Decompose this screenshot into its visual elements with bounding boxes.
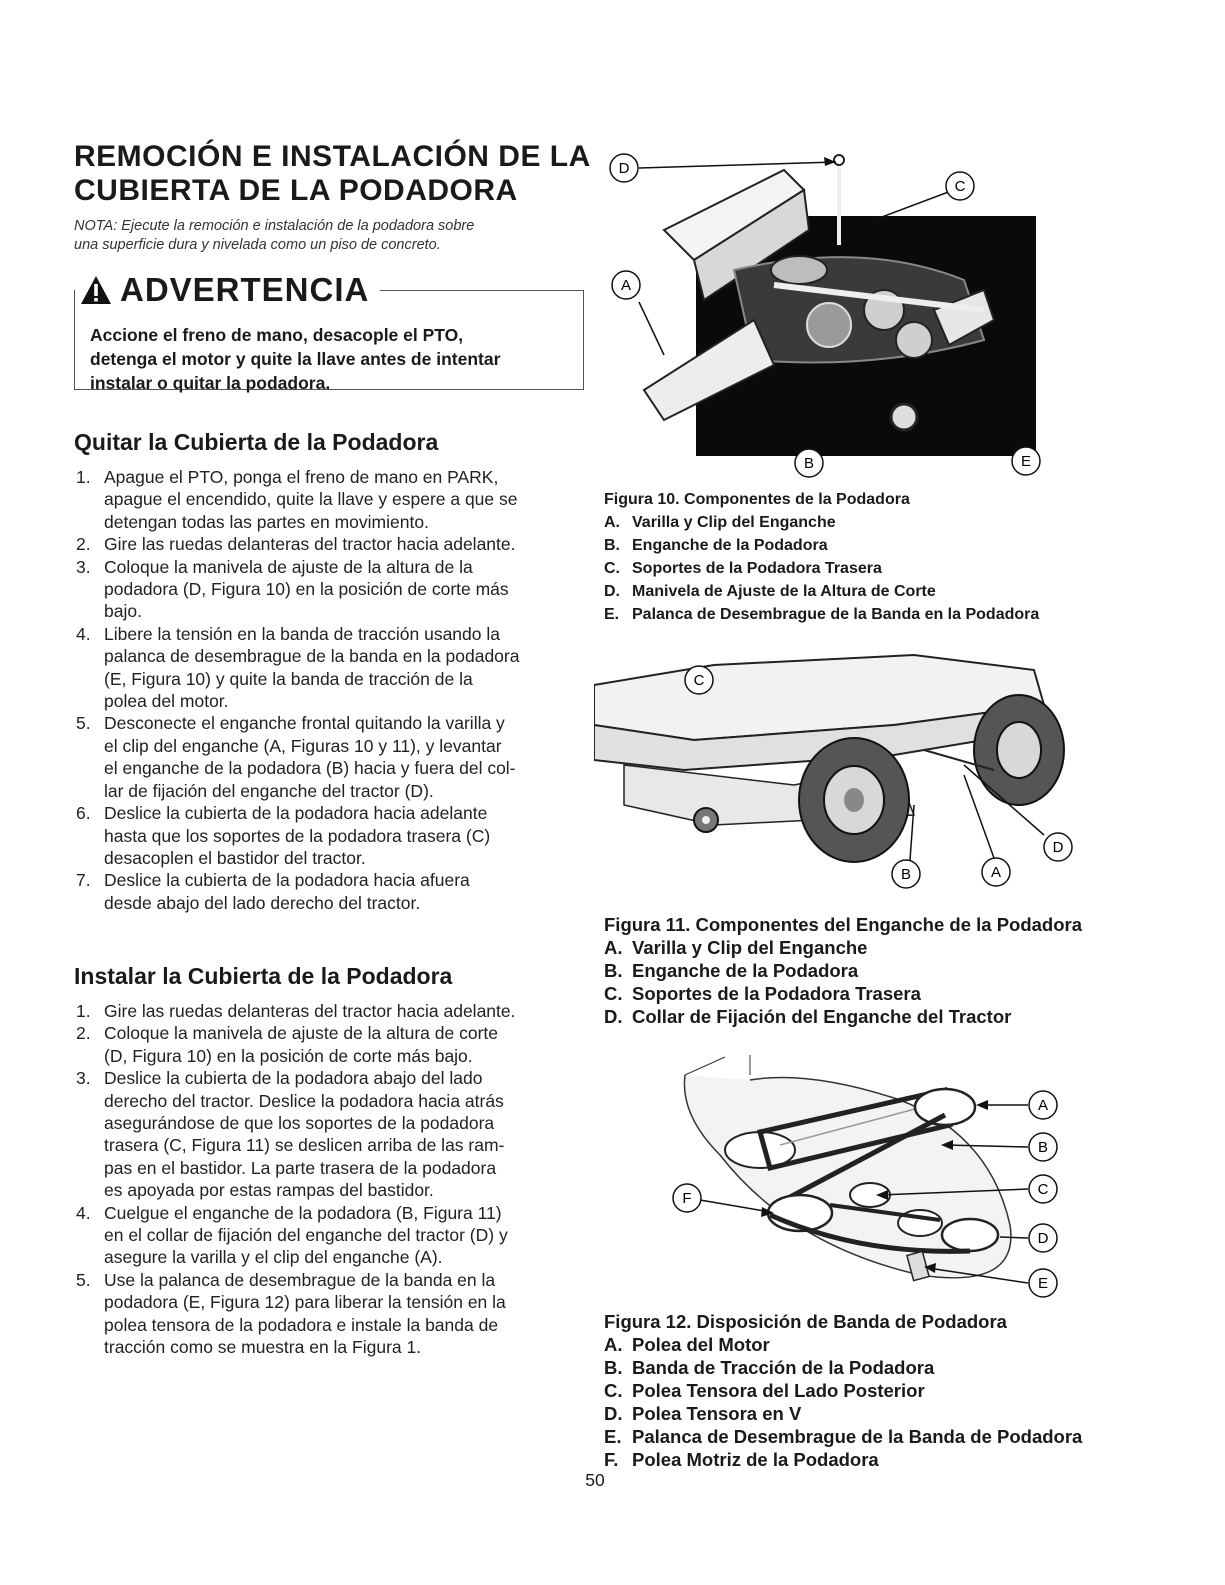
legend-letter: C. — [604, 1380, 623, 1401]
callout-label: C — [693, 672, 705, 689]
step-number: 2. — [76, 534, 91, 555]
step-line: (E, Figura 10) y quite la banda de tracción de la — [104, 668, 473, 689]
step-line: Desconecte el enganche frontal quitando la varilla y — [104, 713, 505, 734]
step-line: Use la palanca de desembrague de la banda en la — [104, 1269, 496, 1290]
legend-letter: B. — [604, 960, 623, 981]
step-item — [74, 1067, 584, 1201]
step-number: 5. — [76, 1269, 91, 1290]
legend-item — [604, 1356, 1204, 1379]
legend-letter: B. — [604, 1357, 623, 1378]
title-line: REMOCIÓN E INSTALACIÓN DE LA — [74, 140, 591, 173]
callout-label: B — [803, 455, 815, 472]
step-line: desacoplen el bastidor del tractor. — [104, 847, 366, 868]
warning-line: detenga el motor y quite la llave antes de intentar — [90, 349, 501, 369]
legend-item — [604, 1005, 1204, 1028]
legend-item — [604, 511, 1204, 534]
legend-letter: E. — [604, 606, 620, 623]
legend-letter: D. — [604, 583, 620, 600]
step-line: derecho del tractor. Deslice la podadora hacia atrás — [104, 1090, 504, 1111]
step-line: Cuelgue el enganche de la podadora (B, Figura 11) — [104, 1202, 502, 1223]
step-item — [74, 466, 584, 533]
step-item — [74, 1269, 584, 1359]
figure-12-caption — [604, 1310, 1204, 1471]
callout-label: D — [618, 160, 630, 177]
step-line: es apoyada por estas rampas del bastidor. — [104, 1180, 434, 1201]
legend-item — [604, 982, 1204, 1005]
callout-label: A — [1037, 1097, 1049, 1114]
legend-item — [604, 1425, 1204, 1448]
step-item — [74, 1022, 584, 1067]
figure-10 — [604, 150, 1054, 485]
step-line: bajo. — [104, 601, 142, 622]
warning-triangle-icon — [80, 275, 112, 305]
step-item — [74, 802, 584, 869]
remove-steps — [74, 466, 584, 914]
legend-letter: A. — [604, 937, 623, 958]
step-line: Deslice la cubierta de la podadora abajo del lado — [104, 1068, 483, 1089]
belt-routing-diagram — [660, 1055, 1080, 1305]
callout-label: E — [1037, 1275, 1049, 1292]
legend-item — [604, 1402, 1204, 1425]
legend-letter: D. — [604, 1403, 623, 1424]
legend-text: Polea Motriz de la Podadora — [632, 1449, 879, 1470]
step-line: polea tensora de la podadora e instale la banda de — [104, 1314, 499, 1335]
step-line: polea del motor. — [104, 691, 229, 712]
legend-item — [604, 1379, 1204, 1402]
step-item — [74, 556, 584, 623]
legend-item — [604, 1448, 1204, 1471]
legend-text: Banda de Tracción de la Podadora — [632, 1357, 935, 1378]
legend-text: Palanca de Desembrague de la Banda de Podadora — [632, 1426, 1083, 1447]
step-number: 3. — [76, 1068, 91, 1089]
legend-text: Varilla y Clip del Enganche — [632, 514, 836, 531]
legend-text: Varilla y Clip del Enganche — [632, 937, 868, 958]
figure-11-caption — [604, 913, 1204, 1028]
step-item — [74, 1202, 584, 1269]
legend-item — [604, 557, 1204, 580]
legend-text: Soportes de la Podadora Trasera — [632, 560, 882, 577]
step-line: lar de fijación del enganche del tractor (D). — [104, 780, 434, 801]
legend-item — [604, 603, 1204, 626]
legend-letter: C. — [604, 560, 620, 577]
legend-letter: D. — [604, 1006, 623, 1027]
step-item — [74, 623, 584, 713]
figure-11 — [594, 645, 1084, 900]
warning-rule — [380, 290, 584, 291]
legend-text: Polea del Motor — [632, 1334, 770, 1355]
callout-label: A — [620, 277, 632, 294]
legend-text: Enganche de la Podadora — [632, 537, 828, 554]
warning-header — [80, 272, 377, 308]
warning-title: ADVERTENCIA — [120, 271, 370, 308]
legend-text: Collar de Fijación del Enganche del Tractor — [632, 1006, 1012, 1027]
figure-caption-title: Figura 11. Componentes del Enganche de la Podadora — [604, 914, 1083, 935]
step-number: 3. — [76, 556, 91, 577]
mower-hitch-illustration — [594, 645, 1084, 900]
step-number: 7. — [76, 870, 91, 891]
step-line: Deslice la cubierta de la podadora hacia adelante — [104, 803, 488, 824]
step-line: palanca de desembrague de la banda en la podadora — [104, 646, 520, 667]
remove-section-title: Quitar la Cubierta de la Podadora — [74, 429, 439, 455]
figure-legend — [604, 511, 1204, 626]
legend-item — [604, 959, 1204, 982]
step-line: Deslice la cubierta de la podadora hacia afuera — [104, 870, 470, 891]
callout-label: C — [1037, 1181, 1049, 1198]
step-line: podadora (D, Figura 10) en la posición de corte más — [104, 579, 509, 600]
legend-letter: A. — [604, 514, 620, 531]
step-item — [74, 869, 584, 914]
step-line: tracción como se muestra en la Figura 1. — [104, 1337, 422, 1358]
step-line: podadora (E, Figura 12) para liberar la tensión en la — [104, 1292, 506, 1313]
legend-text: Manivela de Ajuste de la Altura de Corte — [632, 583, 936, 600]
warning-text — [90, 323, 570, 395]
legend-item — [604, 580, 1204, 603]
step-line: el enganche de la podadora (B) hacia y fuera del col- — [104, 758, 516, 779]
legend-letter: E. — [604, 1426, 622, 1447]
step-line: el clip del enganche (A, Figuras 10 y 11), y levantar — [104, 735, 502, 756]
step-line: Coloque la manivela de ajuste de la altura de la — [104, 556, 473, 577]
step-line: pas en el bastidor. La parte trasera de la podadora — [104, 1157, 497, 1178]
figure-caption-title: Figura 12. Disposición de Banda de Podadora — [604, 1311, 1007, 1332]
callout-label: B — [1037, 1139, 1049, 1156]
legend-item — [604, 1333, 1204, 1356]
note-line: una superficie dura y nivelada como un piso de concreto. — [74, 237, 441, 253]
step-line: Gire las ruedas delanteras del tractor hacia adelante. — [104, 534, 516, 555]
page-number: 50 — [585, 1470, 605, 1490]
figure-legend — [604, 936, 1204, 1028]
step-line: apague el encendido, quite la llave y espere a que se — [104, 489, 518, 510]
figure-legend — [604, 1333, 1204, 1471]
legend-letter: C. — [604, 983, 623, 1004]
step-line: asegurándose de que los soportes de la podadora — [104, 1113, 495, 1134]
callout-label: A — [990, 864, 1002, 881]
callout-label: B — [900, 866, 912, 883]
legend-letter: F. — [604, 1449, 619, 1470]
install-steps — [74, 1000, 584, 1359]
step-line: trasera (C, Figura 11) se deslicen arriba de las ram- — [104, 1135, 505, 1156]
figure-caption-title: Figura 10. Componentes de la Podadora — [604, 491, 910, 508]
callout-label: C — [954, 178, 966, 195]
step-line: detengan todas las partes en movimiento. — [104, 511, 429, 532]
step-number: 1. — [76, 467, 91, 487]
step-line: Gire las ruedas delanteras del tractor hacia adelante. — [104, 1001, 516, 1021]
step-item — [74, 712, 584, 802]
step-number: 2. — [76, 1023, 91, 1044]
legend-letter: B. — [604, 537, 620, 554]
note — [74, 217, 584, 255]
step-number: 5. — [76, 713, 91, 734]
legend-text: Enganche de la Podadora — [632, 960, 859, 981]
step-item — [74, 1000, 584, 1022]
step-item — [74, 533, 584, 555]
step-number: 4. — [76, 1202, 91, 1223]
legend-item — [604, 936, 1204, 959]
callout-label: E — [1020, 453, 1032, 470]
legend-letter: A. — [604, 1334, 623, 1355]
figure-10-caption — [604, 489, 1204, 626]
step-line: Libere la tensión en la banda de tracción usando la — [104, 623, 500, 644]
callout-label: D — [1052, 839, 1064, 856]
warning-line: Accione el freno de mano, desacople el PTO, — [90, 325, 464, 345]
legend-text: Polea Tensora en V — [632, 1403, 802, 1424]
callout-label: D — [1037, 1230, 1049, 1247]
install-section-title: Instalar la Cubierta de la Podadora — [74, 963, 453, 989]
legend-text: Polea Tensora del Lado Posterior — [632, 1380, 925, 1401]
mower-deck-illustration — [604, 150, 1054, 485]
step-line: en el collar de fijación del enganche del tractor (D) y — [104, 1225, 508, 1246]
step-number: 4. — [76, 623, 91, 644]
legend-text: Soportes de la Podadora Trasera — [632, 983, 921, 1004]
title-line: CUBIERTA DE LA PODADORA — [74, 174, 518, 207]
figure-12 — [660, 1055, 1080, 1305]
step-line: (D, Figura 10) en la posición de corte más bajo. — [104, 1045, 473, 1066]
legend-text: Palanca de Desembrague de la Banda en la Podadora — [632, 606, 1040, 623]
page-title — [74, 140, 594, 208]
note-line: NOTA: Ejecute la remoción e instalación de la podadora sobre — [74, 218, 475, 234]
warning-line: instalar o quitar la podadora. — [90, 373, 331, 393]
step-line: asegure la varilla y el clip del enganche (A). — [104, 1247, 443, 1268]
step-line: Coloque la manivela de ajuste de la altura de corte — [104, 1023, 498, 1044]
step-line: desde abajo del lado derecho del tractor. — [104, 892, 421, 913]
callout-label: F — [682, 1190, 692, 1207]
step-number: 6. — [76, 803, 91, 824]
step-number: 1. — [76, 1001, 91, 1021]
step-line: Apague el PTO, ponga el freno de mano en PARK, — [104, 467, 499, 487]
step-line: hasta que los soportes de la podadora trasera (C) — [104, 825, 491, 846]
legend-item — [604, 534, 1204, 557]
